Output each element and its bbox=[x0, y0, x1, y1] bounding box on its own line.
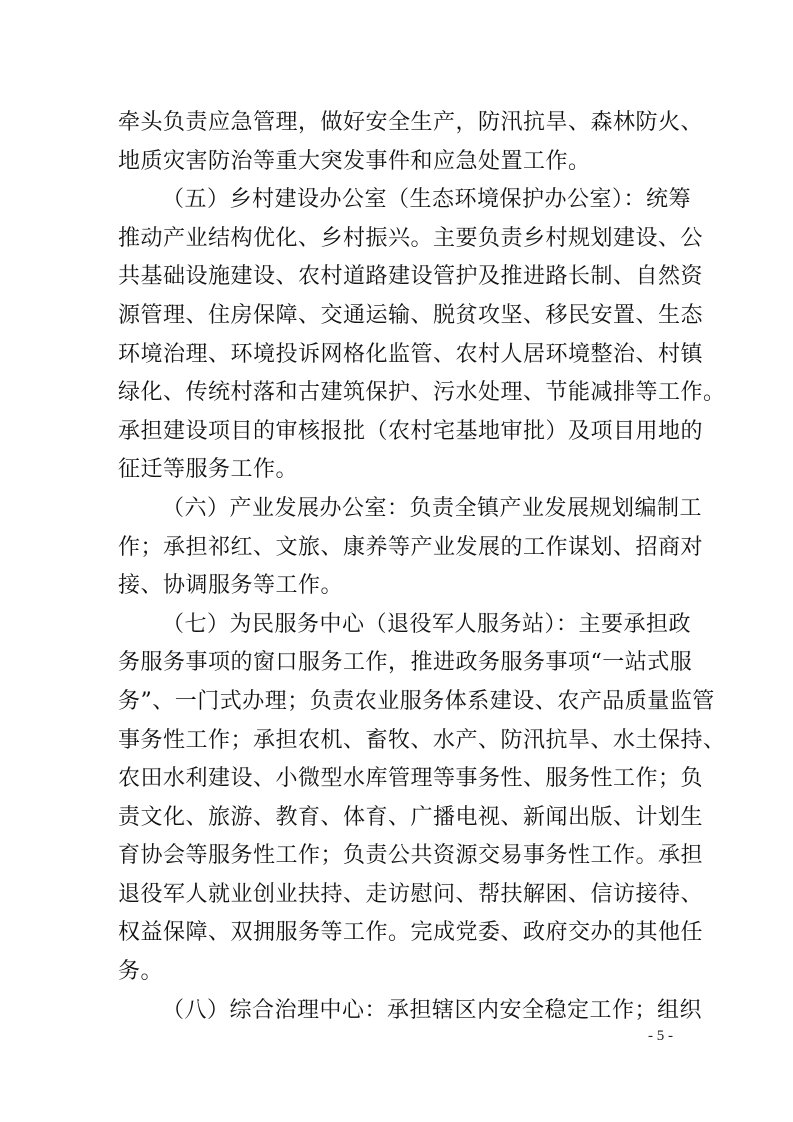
text-line: 共基础设施建设、农村道路建设管护及推进路长制、自然资 bbox=[118, 264, 704, 290]
text-line: 退役军人就业创业扶持、走访慰问、帮扶解困、信访接待、 bbox=[118, 881, 704, 907]
page-number: - 5 - bbox=[648, 1028, 673, 1044]
text-line: 征迁等服务工作。 bbox=[118, 457, 299, 483]
text-line: 环境治理、环境投诉网格化监管、农村人居环境整治、村镇 bbox=[118, 341, 704, 367]
section-heading-line: （六）产业发展办公室：负责全镇产业发展规划编制工 bbox=[162, 495, 703, 521]
text-line: 牵头负责应急管理，做好安全生产，防汛抗旱、森林防火、 bbox=[118, 110, 704, 135]
text-line: 源管理、住房保障、交通运输、脱贫攻坚、移民安置、生态 bbox=[118, 302, 704, 328]
text-line: 务。 bbox=[118, 959, 164, 985]
text-line: 务服务事项的窗口服务工作，推进政务服务事项“一站式服 bbox=[118, 650, 693, 676]
text-line: 事务性工作；承担农机、畜牧、水产、防汛抗旱、水土保持、 bbox=[118, 727, 726, 753]
section-heading-line: （八）综合治理中心：承担辖区内安全稳定工作；组织 bbox=[162, 997, 703, 1023]
text-line: 权益保障、双拥服务等工作。完成党委、政府交办的其他任 bbox=[118, 920, 704, 946]
text-line: 接、协调服务等工作。 bbox=[118, 573, 344, 599]
text-line: 绿化、传统村落和古建筑保护、污水处理、节能减排等工作。 bbox=[118, 380, 726, 406]
section-heading-line: （五）乡村建设办公室（生态环境保护办公室）：统筹 bbox=[162, 187, 692, 213]
section-heading-line: （七）为民服务中心（退役军人服务站）：主要承担政 bbox=[162, 611, 692, 637]
text-line: 作；承担祁红、文旅、康养等产业发展的工作谋划、招商对 bbox=[118, 534, 704, 560]
text-line: 承担建设项目的审核报批（农村宅基地审批）及项目用地的 bbox=[118, 418, 704, 444]
text-line: 务”、一门式办理；负责农业服务体系建设、农产品质量监管 bbox=[118, 688, 715, 714]
text-line: 推动产业结构优化、乡村振兴。主要负责乡村规划建设、公 bbox=[118, 225, 704, 251]
document-body bbox=[118, 104, 726, 1030]
text-line: 地质灾害防治等重大突发事件和应急处置工作。 bbox=[118, 148, 591, 174]
text-line: 农田水利建设、小微型水库管理等事务性、服务性工作；负 bbox=[118, 766, 704, 792]
text-line: 育协会等服务性工作；负责公共资源交易事务性工作。承担 bbox=[118, 843, 704, 869]
text-line: 责文化、旅游、教育、体育、广播电视、新闻出版、计划生 bbox=[118, 804, 704, 830]
